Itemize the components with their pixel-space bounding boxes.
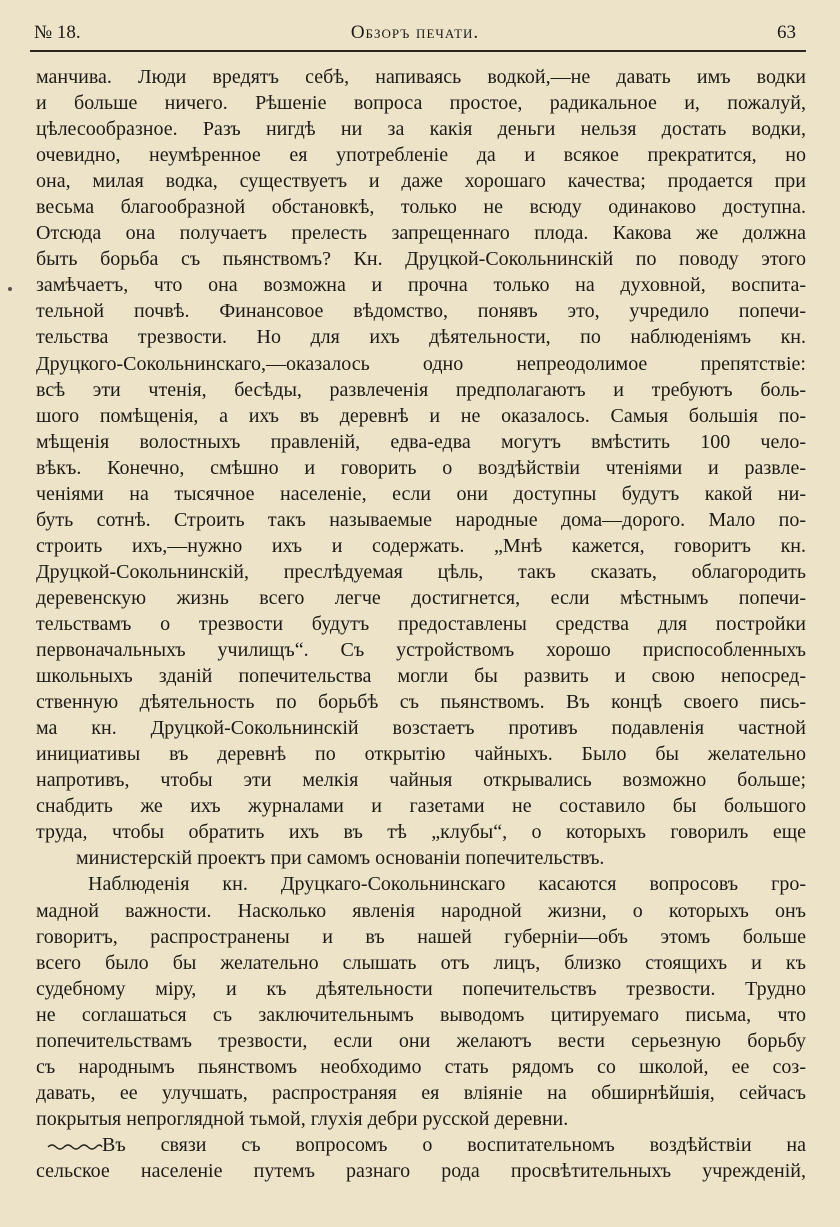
text-line: покрытыя непроглядной тьмой, глухія дебри русской деревни. [36,1107,569,1130]
text-line: министерскій проектъ при самомъ основаніи попечительствъ. [76,847,605,870]
text-line: тельствамъ о трезвости будутъ предоставлены средства для постройки [36,612,806,635]
text-line: цѣлесообразное. Разъ нигдѣ ни за какія деньги нельзя достать водки, [36,118,806,141]
text-line: не соглашаться съ заключительнымъ выводомъ цитируемаго письма, что [36,1003,806,1026]
text-line: ственную дѣятельность по борьбѣ съ пьянствомъ. Въ концѣ своего пись- [36,691,806,714]
text-line: попечительствамъ трезвости, если они желаютъ вести серьезную борьбу [36,1029,806,1052]
text-line: Отсюда она получаетъ прелесть запрещеннаго плода. Какова же должна [36,222,806,245]
paragraph-first-line: Наблюденія кн. Друцкаго-Сокольнинскаго касаются вопросовъ гро- [88,873,806,896]
text-line: деревенскую жизнь всего легче достигнется, если мѣстнымъ попечи- [36,586,806,609]
text-line: она, милая водка, существуетъ и даже хорошаго качества; продается при [36,170,806,193]
margin-speck [8,287,12,291]
text-line: ченіями на тысячное населеніе, если они доступны будутъ какой ни- [36,482,806,505]
text-line: манчива. Люди вредятъ себѣ, напиваясь водкой,—не давать имъ водки [36,66,806,88]
running-title: Обзоръ печати. [350,22,480,43]
text-line: всѣ эти чтенія, бесѣды, развлеченія предполагаютъ и требуютъ боль- [36,378,806,401]
text-line: быть борьба съ пьянствомъ? Кн. Друцкой-Сокольнинскій по поводу этого [36,248,806,271]
text-line: вѣкъ. Конечно, смѣшно и говорить о воздѣйствіи чтеніями и развле- [36,456,806,479]
text-line: тельной почвѣ. Финансовое вѣдомство, понявъ это, учредило попечи- [36,300,806,323]
issue-number: № 18. [34,22,81,43]
page-number: 63 [777,22,796,43]
text-line: говоритъ, распространены и въ нашей губерніи—объ этомъ больше [36,925,806,948]
text-line: судебному міру, и къ дѣятельности попечительствъ трезвости. Трудно [36,977,806,1000]
text-line: весьма благообразной обстановкѣ, только не всюду одинаково доступна. [36,196,806,219]
running-header [34,22,796,48]
section-divider-ornament [46,1141,104,1151]
text-line: мѣщенія волостныхъ правленій, едва-едва могутъ вмѣстить 100 чело- [36,430,806,453]
text-line: буть сотнѣ. Строить такъ называемые народные дома—дорого. Мало по- [36,508,806,531]
paragraph-first-line: Въ связи съ вопросомъ о воспитательномъ воздѣйствіи на [102,1133,806,1156]
text-line: замѣчаетъ, что она возможна и прочна только на духовной, воспита- [36,274,806,297]
text-line: напротивъ, чтобы эти мелкія чайныя открывались возможно больше; [36,769,806,792]
text-line: школьныхъ зданій попечительства могли бы развить и свою непосред- [36,665,806,688]
text-line: сельское населеніе путемъ разнаго рода просвѣтительныхъ учрежденій, [36,1159,806,1182]
text-line: съ народнымъ пьянствомъ необходимо стать рядомъ со школой, ее соз- [36,1055,806,1078]
text-line: ма кн. Друцкой-Сокольнинскій возстаетъ противъ подавленія частной [36,717,806,740]
text-line: очевидно, неумѣренное ея употребленіе да и всякое прекратится, но [36,144,806,167]
text-line: Друцкой-Сокольнинскій, преслѣдуемая цѣль, такъ сказать, облагородить [36,560,806,583]
text-line: и больше ничего. Рѣшеніе вопроса простое, радикальное и, пожалуй, [36,92,806,115]
text-line: шого помѣщенія, а ихъ въ деревнѣ и не оказалось. Самыя большія по- [36,404,806,427]
text-line: давать, ее улучшать, распространяя ея вліяніе на обширнѣйшія, сейчасъ [36,1081,806,1104]
text-line: строить ихъ,—нужно ихъ и содержать. „Мнѣ кажется, говоритъ кн. [36,534,806,557]
text-line: труда, чтобы обратить ихъ въ тѣ „клубы“, о которыхъ говорилъ еще [36,821,806,844]
text-line: первоначальныхъ училищъ“. Съ устройствомъ хорошо приспособленныхъ [36,639,806,662]
text-line: тельства трезвости. Но для ихъ дѣятельности, по наблюденіямъ кн. [36,326,806,349]
text-line: инициативы въ деревнѣ по открытію чайныхъ. Было бы желательно [36,743,806,766]
text-line: мадной важности. Насколько явленія народной жизни, о которыхъ онъ [36,899,806,922]
text-line: снабдить же ихъ журналами и газетами не составило бы большого [36,795,806,818]
text-line: всего было бы желательно слышать отъ лицъ, близко стоящихъ и къ [36,951,806,974]
header-rule [30,50,806,52]
text-line: Друцкого-Сокольнинскаго,—оказалось одно непреодолимое препятствіе: [36,352,806,375]
text-body [36,64,806,1184]
